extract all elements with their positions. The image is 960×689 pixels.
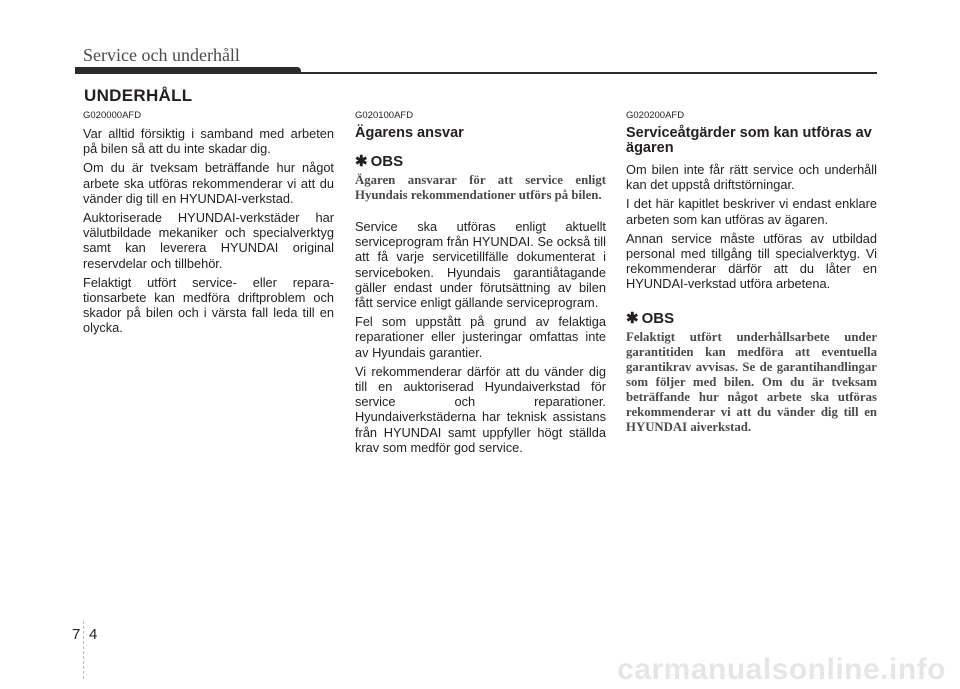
page-divider [83,621,84,679]
chapter-number: 7 [72,626,81,643]
watermark: carmanualsonline.info [617,653,946,686]
paragraph: Vi rekommenderar därför att du vänder dig till en auktoriserad Hyundaiverkstad för service och reparationer. Hyundaiverkstäderna har teknisk assistans från HYUNDAI samt uppfyller högt ställda krav som medför god service. [355,363,606,455]
section-code: G020000AFD [83,110,142,121]
running-header-title: Service och underhåll [83,45,240,65]
paragraph: Auktoriserade HYUNDAI-verkstäder har välutbildade mekaniker och specialverktyg samt kan leverera HYUNDAI original reservdelar och tillbehör. [83,210,334,271]
column-1 [83,110,334,340]
paragraph: Om bilen inte får rätt service och underhåll kan det uppstå driftstörningar. [626,162,877,193]
section-title: UNDERHÅLL [84,86,193,105]
star-icon: ✱ [355,153,368,170]
paragraph: Felaktigt utfört service- eller repara-tionsarbete kan medföra driftproblem och skador på bilen och i värsta fall leda till en olycka. [83,274,334,336]
subheading: Serviceåtgärder som kan utföras av ägaren [626,125,872,156]
obs-heading [355,153,606,170]
obs-heading [626,310,877,327]
obs-label: OBS [641,309,675,327]
column-2 [355,110,606,459]
obs-label: OBS [370,153,404,170]
page-number: 4 [89,626,98,643]
paragraph: Annan service måste utföras av utbildad personal med tillgång till specialverktyg. Vi rekommenderar därför att du låter en HYUNDAI-verkstad utföra arbetena. [626,230,877,292]
section-code: G020100AFD [355,110,414,121]
obs-note: Felaktigt utfört underhållsarbete under garantitiden kan medföra att eventuella garantikrav avvisas. Se de garantihandlingar som följer med bilen. Om du är tveksam beträffande hur något arbete ska utföras rekommenderar vi att du vänder dig till en HYUNDAI aiverkstad. [626,329,877,434]
obs-note: Ägaren ansvarar för att service enligt Hyundais rekommendationer utförs på bilen. [355,173,606,202]
header-rule [301,72,877,74]
paragraph: Var alltid försiktig i samband med arbeten på bilen så att du inte skadar dig. [83,126,334,157]
paragraph: I det här kapitlet beskriver vi endast enklare arbeten som kan utföras av ägaren. [626,196,877,227]
paragraph: Fel som uppstått på grund av felaktiga reparationer eller justeringar omfattas inte av Hyundais garantier. [355,314,606,360]
section-code: G020200AFD [626,110,685,121]
star-icon: ✱ [626,309,639,327]
subheading: Ägarens ansvar [355,125,464,141]
column-3 [626,110,877,451]
paragraph: Service ska utföras enligt aktuellt serviceprogram från HYUNDAI. Se också till att få varje servicetillfälle dokumenterat i serviceboken. Hyundais garantiåtagande gäller endast under förutsättning av bilen fått service enligt gällande serviceprogram. [355,219,606,311]
header-bar [75,67,301,74]
paragraph: Om du är tveksam beträffande hur något arbete ska utföras rekommenderar vi att du vänder dig till en HYUNDAI-verkstad. [83,160,334,206]
